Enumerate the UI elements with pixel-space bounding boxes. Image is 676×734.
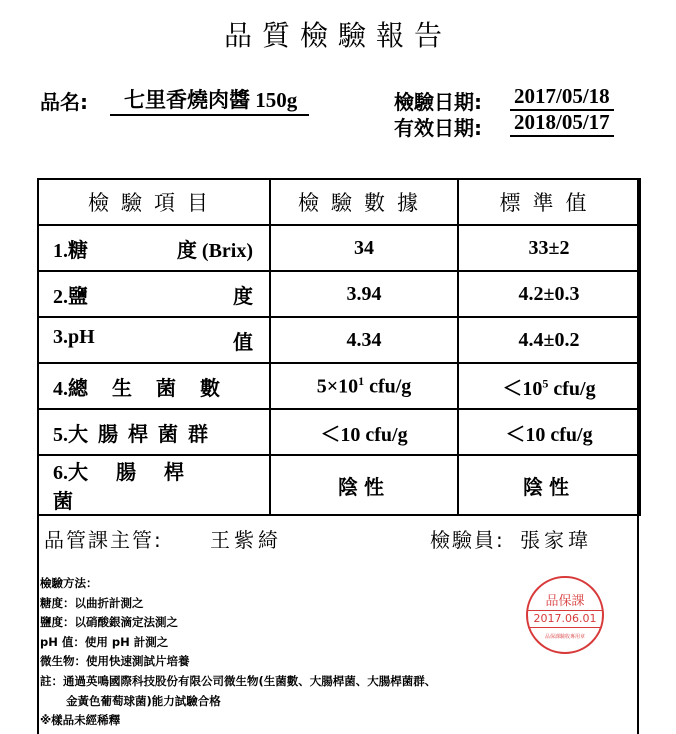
expiry-date-label: 有效日期: — [394, 116, 482, 140]
inspector-name: 張家瑋 — [520, 528, 592, 552]
item-number: 4. — [53, 377, 68, 400]
table-header-row — [38, 179, 640, 225]
note-line: 註：通過英鳴國際科技股份有限公司微生物(生菌數、大腸桿菌、大腸桿菌群、 — [40, 673, 437, 688]
method-notes — [40, 574, 436, 731]
standard-cell: 4.4±0.2 — [458, 317, 640, 363]
standard-exponent: 5 — [542, 375, 549, 390]
item-name: 糖 — [68, 237, 88, 262]
note-line: 金黃色葡萄球菌)能力試驗合格 — [66, 693, 221, 708]
data-cell: 4.34 — [270, 317, 458, 363]
data-cell: 陰性 — [270, 455, 458, 515]
table-row — [38, 363, 640, 409]
table-row — [38, 225, 640, 271]
stamp-caption: 品保課驗收專用章 — [544, 634, 585, 640]
data-cell: 3.94 — [270, 271, 458, 317]
item-name-suffix: 值 — [233, 329, 253, 354]
item-number: 1. — [53, 239, 68, 262]
item-number: 3. — [53, 325, 68, 348]
manager-label: 品管課主管: — [44, 528, 163, 552]
expiry-date-value: 2018/05/17 — [510, 110, 614, 137]
item-cell — [38, 363, 270, 409]
product-name: 七里香燒肉醬 150g — [110, 84, 309, 116]
manager-name: 王紫綺 — [210, 528, 282, 552]
note-line: 糖度：以曲折計測之 — [40, 595, 144, 610]
note-line: 檢驗方法： — [40, 576, 98, 590]
item-cell — [38, 455, 270, 515]
table-row — [38, 317, 640, 363]
item-number: 6. — [53, 462, 68, 484]
item-name: 大腸桿菌 — [53, 460, 212, 513]
item-number: 5. — [53, 423, 68, 446]
item-name-suffix: 度 — [233, 283, 253, 308]
note-line: pH 值：使用 pH 計測之 — [40, 634, 169, 649]
data-cell: ＜10 cfu/g — [270, 409, 458, 455]
data-base: 5×10 — [316, 375, 359, 398]
data-cell: 34 — [270, 225, 458, 271]
report-title: 品質檢驗報告 — [223, 19, 452, 52]
table-row — [38, 455, 640, 515]
header-data: 檢驗數據 — [270, 179, 458, 225]
stamp-date: 2017.06.01 — [528, 610, 602, 628]
note-line: ※樣品未經稀釋 — [40, 713, 121, 728]
data-cell — [270, 363, 458, 409]
stamp-department: 品保課 — [545, 594, 585, 609]
item-name: 鹽 — [68, 283, 88, 308]
item-name: 總生菌數 — [68, 375, 244, 400]
header-standard: 標準值 — [458, 179, 640, 225]
table-row — [38, 271, 640, 317]
product-label: 品名: — [40, 90, 88, 114]
data-unit: cfu/g — [364, 375, 412, 398]
inspection-date-label: 檢驗日期: — [394, 90, 482, 114]
item-cell — [38, 317, 270, 363]
standard-cell: ＜10 cfu/g — [458, 409, 640, 455]
standard-cell: 4.2±0.3 — [458, 271, 640, 317]
note-line: 微生物：使用快速測試片培養 — [40, 654, 190, 669]
standard-unit: cfu/g — [548, 377, 596, 400]
standard-cell: 陰性 — [458, 455, 640, 515]
table-row — [38, 409, 640, 455]
item-cell — [38, 409, 270, 455]
item-number: 2. — [53, 285, 68, 308]
item-name-suffix: 度 (Brix) — [176, 239, 253, 262]
header-item: 檢驗項目 — [38, 179, 270, 225]
standard-cell — [458, 363, 640, 409]
inspection-date-value: 2017/05/18 — [510, 84, 614, 111]
qa-stamp — [526, 576, 604, 654]
standard-base: ＜10 — [502, 377, 543, 400]
inspector-label: 檢驗員: — [430, 528, 505, 552]
item-cell — [38, 225, 270, 271]
data-exponent: 1 — [358, 373, 365, 388]
item-name: 大腸桿菌群 — [68, 421, 218, 446]
item-name: pH — [68, 325, 95, 348]
item-cell — [38, 271, 270, 317]
note-line: 鹽度：以硝酸銀滴定法測之 — [40, 615, 178, 630]
standard-cell: 33±2 — [458, 225, 640, 271]
inspection-table — [37, 178, 641, 516]
